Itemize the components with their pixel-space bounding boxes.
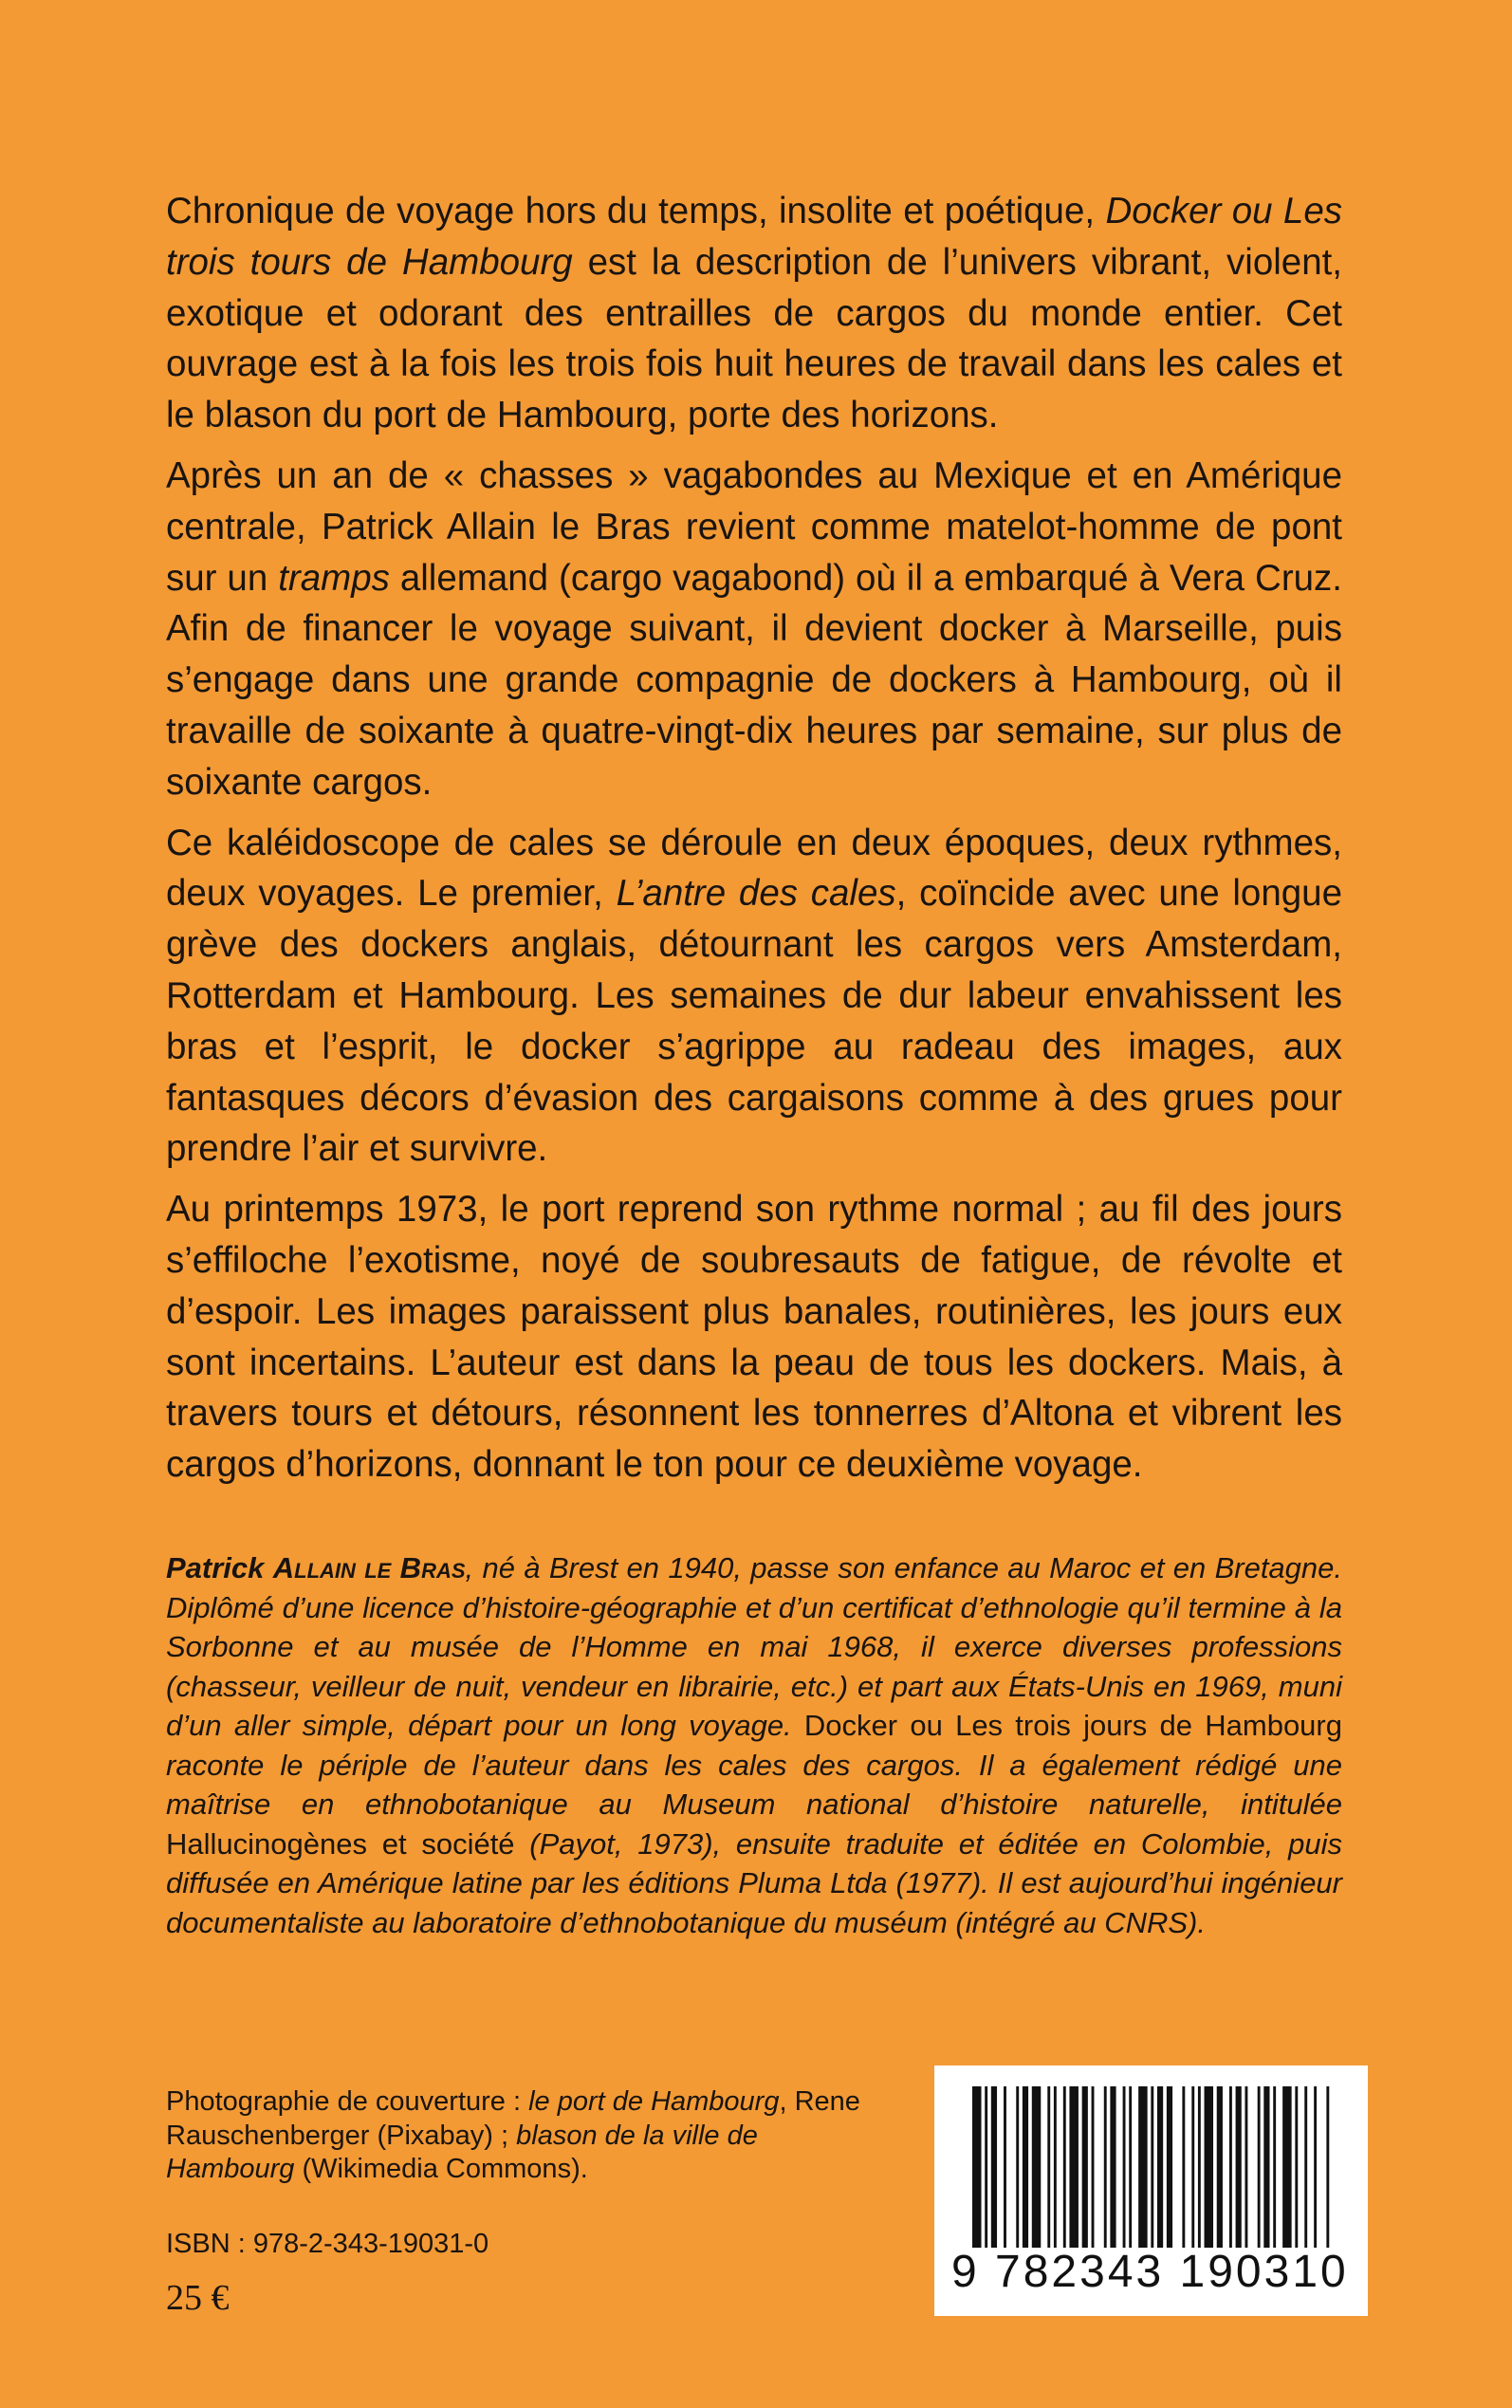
barcode-bar <box>1104 2086 1107 2248</box>
blurb-paragraph-1: Chronique de voyage hors du temps, insolite et poétique, Docker ou Les trois tours de Hambourg est la description de l’univers vibrant, violent, exotique et odorant des entrailles de cargos du monde entier. Cet ouvrage est à la fois les trois fois huit heures de travail dans les cales et le blason du port de Hambourg, porte des horizons. <box>166 191 1342 436</box>
barcode-bar <box>1182 2086 1185 2248</box>
tramps-term: tramps <box>278 557 390 599</box>
barcode-bar <box>1032 2086 1042 2248</box>
photo-credits: Photographie de couverture : le port de Hambourg, Rene Rauschenberger (Pixabay) ; blason de la ville de Hambourg (Wikimedia Commons). <box>166 2086 860 2184</box>
barcode-bar <box>1263 2086 1269 2248</box>
barcode-bar <box>1138 2086 1148 2248</box>
barcode-bar <box>972 2086 982 2248</box>
barcode-bar <box>1082 2086 1088 2248</box>
barcode-bar <box>1258 2086 1261 2248</box>
barcode-bar <box>1054 2086 1057 2248</box>
author-bio: Patrick Allain le Bras, né à Brest en 1940, passe son enfance au Maroc et en Bretagne. Diplômé d’une licence d’histoire-géographie et d’un certificat d’ethnologie qu’il termine à la Sorbonne et au musée de l’Homme en mai 1968, il exerce diverses professions (chasseur, veilleur de nuit, vendeur en librairie, etc.) et part aux États-Unis en 1969, muni d’un aller simple, départ pour un long voyage. Docker ou Les trois jours de Hambourg raconte le périple de l’auteur dans les cales des cargos. Il a également rédigé une maîtrise en ethnobotanique au Museum national d’histoire naturelle, intitulée Hallucinogènes et société (Payot, 1973), ensuite traduite et éditée en Colombie, puis diffusée en Amérique latine par les éditions Pluma Ltda (1977). Il est aujourd’hui ingénieur documentaliste au laboratoire d’ethnobotanique du muséum (intégré au CNRS). <box>166 1551 1343 1939</box>
barcode-bar <box>1110 2086 1116 2248</box>
barcode-bar <box>1063 2086 1066 2248</box>
barcode-bar <box>1198 2086 1201 2248</box>
barcode-bar <box>1047 2086 1050 2248</box>
barcode <box>934 2065 1368 2316</box>
barcode-bar <box>985 2086 987 2248</box>
barcode-bar <box>1326 2086 1329 2248</box>
barcode-bar <box>1217 2086 1223 2248</box>
barcode-bar <box>1129 2086 1132 2248</box>
barcode-bar <box>1304 2086 1307 2248</box>
barcode-bar <box>1016 2086 1019 2248</box>
blurb-paragraph-4: Au printemps 1973, le port reprend son rythme normal ; au fil des jours s’effiloche l’exotisme, noyé de soubresauts de fatigue, de révolte et d’espoir. Les images paraissent plus banales, routinières, les jours eux sont incertains. L’auteur est dans la peau de tous les dockers. Mais, à travers tours et détours, résonnent les tonnerres d’Altona et vibrent les cargos d’horizons, donnant le ton pour ce deuxième voyage. <box>166 1189 1342 1486</box>
barcode-bar <box>1295 2086 1298 2248</box>
author-first-name: Patrick <box>166 1551 265 1584</box>
barcode-bar <box>1123 2086 1126 2248</box>
price: 25 € <box>166 2278 230 2318</box>
barcode-bar <box>1167 2086 1172 2248</box>
barcode-bar <box>1004 2086 1006 2248</box>
isbn: ISBN : 978-2-343-19031-0 <box>166 2229 489 2259</box>
barcode-bar <box>1151 2086 1153 2248</box>
blurb-paragraph-3: Ce kaléidoscope de cales se déroule en deux époques, deux rythmes, deux voyages. Le premier, L’antre des cales, coïncide avec une longue grève des dockers anglais, détournant les cargos vers Amsterdam, Rotterdam et Hambourg. Les semaines de dur labeur envahissent les bras et l’esprit, le docker s’agrippe au radeau des images, aux fantasques décors d’évasion des cargaisons comme à des grues pour prendre l’air et survivre. <box>166 822 1342 1170</box>
barcode-bar <box>1092 2086 1095 2248</box>
barcode-digits: 9 782343 190310 <box>951 2247 1349 2297</box>
barcode-bar <box>991 2086 997 2248</box>
barcode-bar <box>1245 2086 1247 2248</box>
barcode-bar <box>1191 2086 1194 2248</box>
blurb-paragraph-2: Après un an de « chasses » vagabondes au Mexique et en Amérique centrale, Patrick Allain le Bras revient comme matelot-homme de pont sur un tramps allemand (cargo vagabond) où il a embarqué à Vera Cruz. Afin de financer le voyage suivant, il devient docker à Marseille, puis s’engage dans une grande compagnie de dockers à Hambourg, où il travaille de soixante à quatre-vingt-dix heures par semaine, sur plus de soixante cargos. <box>166 454 1342 803</box>
barcode-bar <box>1023 2086 1028 2248</box>
book-title-upright: Docker ou Les trois jours de Hambourg <box>803 1709 1342 1742</box>
barcode-bar <box>1069 2086 1079 2248</box>
barcode-bar <box>1236 2086 1242 2248</box>
barcode-bar <box>1157 2086 1163 2248</box>
thesis-title: Hallucinogènes et société <box>166 1826 515 1861</box>
barcode-bar <box>1273 2086 1276 2248</box>
part-title: L’antre des cales <box>616 873 896 915</box>
barcode-bar <box>1282 2086 1292 2248</box>
barcode-bar <box>1314 2086 1317 2248</box>
barcode-bars <box>972 2086 1333 2248</box>
barcode-bar <box>1205 2086 1214 2248</box>
barcode-bar <box>1229 2086 1232 2248</box>
back-cover-blurb <box>166 186 1342 1500</box>
book-title: Docker ou Les trois tours de Hambourg <box>166 191 1342 283</box>
author-last-name: Allain le Bras <box>272 1551 466 1584</box>
